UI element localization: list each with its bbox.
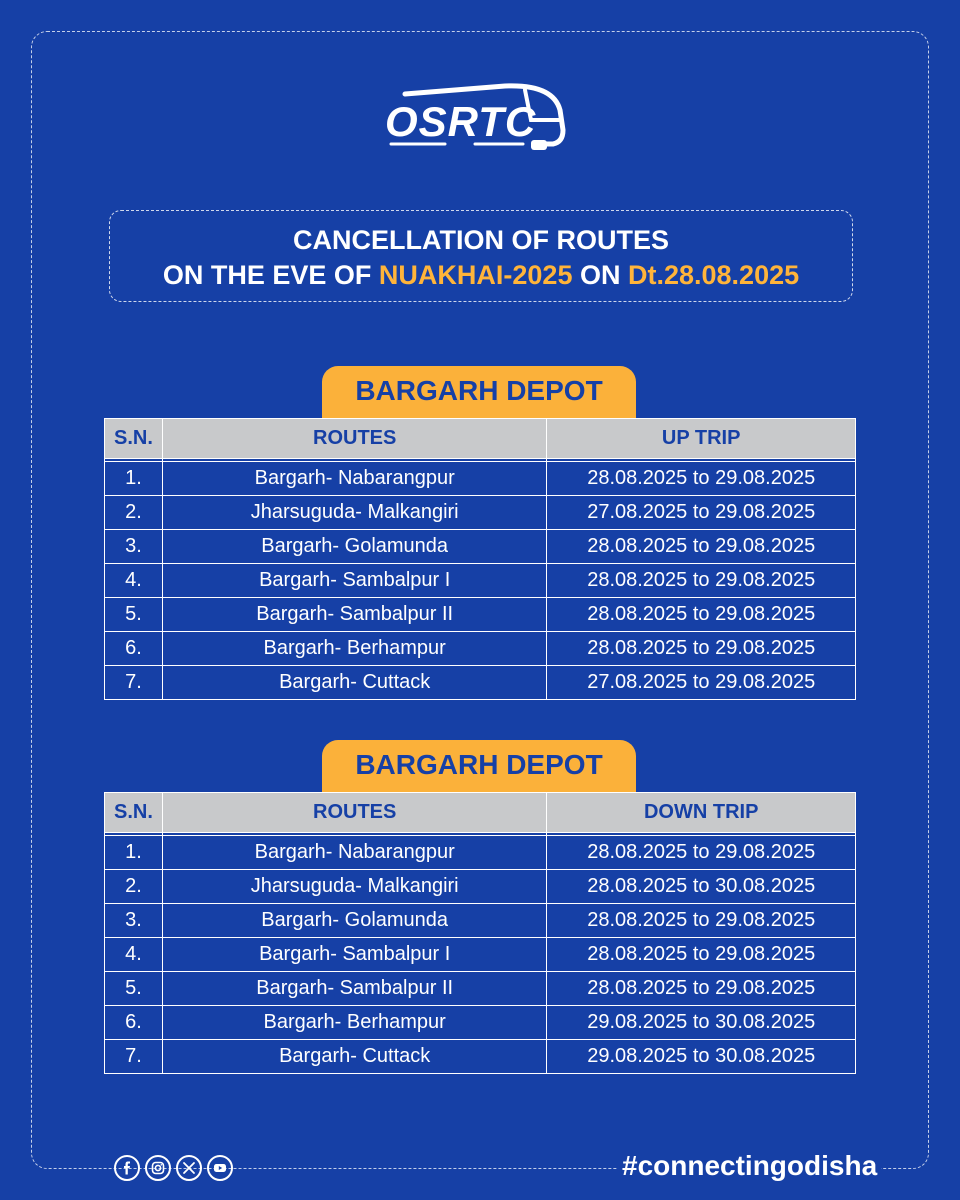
table-row <box>105 870 856 904</box>
cell-route: Bargarh- Cuttack <box>162 666 546 700</box>
table-row <box>105 462 856 496</box>
social-links <box>114 1155 233 1181</box>
title-line-2 <box>110 260 852 291</box>
table-row <box>105 496 856 530</box>
table-row <box>105 564 856 598</box>
table-row <box>105 836 856 870</box>
cell-route: Bargarh- Sambalpur I <box>162 938 546 972</box>
cell-sn: 4. <box>105 938 163 972</box>
cell-trip: 28.08.2025 to 30.08.2025 <box>547 870 856 904</box>
title-line-1: CANCELLATION OF ROUTES <box>293 225 669 255</box>
cell-route: Bargarh- Golamunda <box>162 904 546 938</box>
header-sn: S.N. <box>105 419 163 459</box>
table-header-row <box>105 419 856 459</box>
cell-sn: 6. <box>105 632 163 666</box>
cell-sn: 1. <box>105 836 163 870</box>
cell-route: Jharsuguda- Malkangiri <box>162 496 546 530</box>
cell-route: Bargarh- Berhampur <box>162 632 546 666</box>
header-routes: ROUTES <box>162 793 546 833</box>
cell-trip: 27.08.2025 to 29.08.2025 <box>547 666 856 700</box>
cell-route: Bargarh- Sambalpur I <box>162 564 546 598</box>
cell-trip: 28.08.2025 to 29.08.2025 <box>547 632 856 666</box>
title-prefix: ON THE EVE OF <box>162 260 372 290</box>
cell-route: Bargarh- Nabarangpur <box>162 836 546 870</box>
cell-route: Bargarh- Cuttack <box>162 1040 546 1074</box>
table-row <box>105 598 856 632</box>
title-date: Dt.28.08.2025 <box>628 260 800 290</box>
cell-route: Bargarh- Sambalpur II <box>162 598 546 632</box>
title-on: ON <box>579 260 621 290</box>
table-row <box>105 1040 856 1074</box>
cell-trip: 28.08.2025 to 29.08.2025 <box>547 972 856 1006</box>
cell-trip: 27.08.2025 to 29.08.2025 <box>547 496 856 530</box>
cell-sn: 6. <box>105 1006 163 1040</box>
cell-trip: 28.08.2025 to 29.08.2025 <box>547 598 856 632</box>
instagram-icon[interactable] <box>145 1155 171 1181</box>
hashtag: #connectingodisha <box>618 1150 881 1182</box>
osrtc-logo <box>385 80 575 154</box>
title-box <box>109 210 853 302</box>
up-trip-table <box>104 418 856 700</box>
cell-trip: 28.08.2025 to 29.08.2025 <box>547 462 856 496</box>
cell-sn: 3. <box>105 904 163 938</box>
table-row <box>105 938 856 972</box>
header-sn: S.N. <box>105 793 163 833</box>
header-routes: ROUTES <box>162 419 546 459</box>
cell-trip: 28.08.2025 to 29.08.2025 <box>547 530 856 564</box>
cell-route: Bargarh- Berhampur <box>162 1006 546 1040</box>
down-trip-table <box>104 792 856 1074</box>
x-icon[interactable] <box>176 1155 202 1181</box>
header-up-trip: UP TRIP <box>547 419 856 459</box>
cell-sn: 7. <box>105 666 163 700</box>
cell-sn: 1. <box>105 462 163 496</box>
facebook-icon[interactable] <box>114 1155 140 1181</box>
table-row <box>105 530 856 564</box>
cell-route: Bargarh- Sambalpur II <box>162 972 546 1006</box>
cell-trip: 28.08.2025 to 29.08.2025 <box>547 938 856 972</box>
youtube-icon[interactable] <box>207 1155 233 1181</box>
cell-route: Bargarh- Nabarangpur <box>162 462 546 496</box>
title-festival: NUAKHAI-2025 <box>378 260 573 290</box>
cell-sn: 4. <box>105 564 163 598</box>
depot-tag-up: BARGARH DEPOT <box>322 366 636 422</box>
table-row <box>105 904 856 938</box>
table-header-row <box>105 793 856 833</box>
cell-sn: 7. <box>105 1040 163 1074</box>
table-row <box>105 972 856 1006</box>
header-down-trip: DOWN TRIP <box>547 793 856 833</box>
cell-route: Jharsuguda- Malkangiri <box>162 870 546 904</box>
table-row <box>105 632 856 666</box>
cell-sn: 2. <box>105 496 163 530</box>
cell-sn: 5. <box>105 598 163 632</box>
depot-tag-down: BARGARH DEPOT <box>322 740 636 796</box>
table-row <box>105 666 856 700</box>
cell-trip: 28.08.2025 to 29.08.2025 <box>547 564 856 598</box>
cell-sn: 5. <box>105 972 163 1006</box>
cell-trip: 29.08.2025 to 30.08.2025 <box>547 1006 856 1040</box>
cell-route: Bargarh- Golamunda <box>162 530 546 564</box>
logo-wordmark: OSRTC <box>385 98 537 145</box>
cell-trip: 28.08.2025 to 29.08.2025 <box>547 836 856 870</box>
cell-trip: 29.08.2025 to 30.08.2025 <box>547 1040 856 1074</box>
table-row <box>105 1006 856 1040</box>
cell-sn: 2. <box>105 870 163 904</box>
cell-trip: 28.08.2025 to 29.08.2025 <box>547 904 856 938</box>
cell-sn: 3. <box>105 530 163 564</box>
